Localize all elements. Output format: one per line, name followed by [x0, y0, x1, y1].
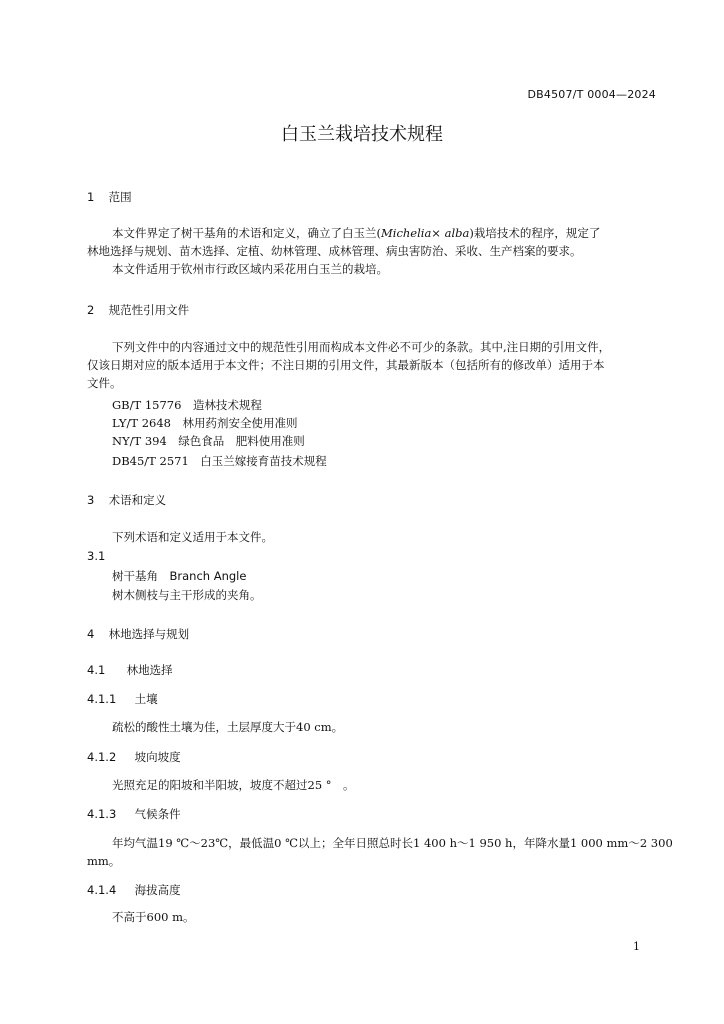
species-name: Michelia× alba [380, 226, 470, 240]
section-title: 范围 [108, 190, 132, 204]
term-entry: 树干基角 Branch Angle [112, 569, 247, 583]
reference-item: LY/T 2648 林用药剂安全使用准则 [112, 416, 298, 430]
text-run: )栽培技术的程序，规定了 [469, 226, 601, 240]
section-number: 4.1.4 [87, 883, 117, 897]
section-number: 4.1.2 [87, 750, 117, 764]
section-number: 4.1 [87, 663, 106, 677]
section-4-1-1-paragraph: 疏松的酸性土壤为佳，土层厚度大于40 cm。 [112, 720, 344, 734]
section-1-paragraph-1-line-1 [112, 224, 600, 242]
section-1-heading [87, 189, 132, 205]
section-4-1-1-heading [87, 691, 158, 707]
reference-item: GB/T 15776 造林技术规程 [112, 398, 262, 412]
section-title: 土壤 [134, 692, 158, 706]
section-4-1-4-heading [87, 882, 181, 898]
section-2-paragraph-line-1: 下列文件中的内容通过文中的规范性引用而构成本文件必不可少的条款。其中,注日期的引用文件， [112, 340, 611, 354]
section-2-paragraph-line-2: 仅该日期对应的版本适用于本文件；不注日期的引用文件，其最新版本（包括所有的修改单）适用于本 [87, 358, 605, 372]
document-code: DB4507/T 0004—2024 [527, 88, 656, 101]
section-title: 气候条件 [134, 807, 181, 821]
section-number: 4 [87, 627, 95, 641]
section-title: 海拔高度 [134, 883, 181, 897]
section-3-heading [87, 492, 166, 508]
section-4-heading [87, 626, 189, 642]
section-number: 2 [87, 303, 95, 317]
section-number: 1 [87, 190, 95, 204]
section-4-1-3-paragraph-line-1: 年均气温19 ℃～23℃，最低温0 ℃以上；全年日照总时长1 400 h～1 950 h，年降水量1 000 mm～2 300 [112, 836, 673, 850]
section-title: 林地选择 [126, 663, 173, 677]
section-1-paragraph-2: 本文件适用于钦州市行政区域内采花用白玉兰的栽培。 [112, 262, 388, 276]
section-1-paragraph-1-line-2: 林地选择与规划、苗木选择、定植、幼林管理、成林管理、病虫害防治、采收、生产档案的要求。 [87, 244, 582, 258]
section-title: 林地选择与规划 [108, 627, 190, 641]
section-number: 3 [87, 493, 95, 507]
section-number: 4.1.1 [87, 692, 117, 706]
section-title: 坡向坡度 [134, 750, 181, 764]
section-4-1-3-heading [87, 806, 181, 822]
section-2-heading [87, 302, 189, 318]
term-number: 3.1 [87, 549, 106, 563]
section-4-1-heading [87, 662, 173, 678]
section-title: 术语和定义 [108, 493, 167, 507]
section-4-1-4-paragraph: 不高于600 m。 [112, 910, 195, 924]
term-definition: 树木侧枝与主干形成的夹角。 [112, 588, 262, 602]
section-number: 4.1.3 [87, 807, 117, 821]
page-number: 1 [633, 940, 640, 953]
section-3-paragraph: 下列术语和定义适用于本文件。 [112, 530, 273, 544]
reference-item: NY/T 394 绿色食品 肥料使用准则 [112, 434, 305, 448]
section-title: 规范性引用文件 [108, 303, 190, 317]
reference-item: DB45/T 2571 白玉兰嫁接育苗技术规程 [112, 454, 327, 468]
document-title: 白玉兰栽培技术规程 [281, 124, 443, 145]
text-run: 本文件界定了树干基角的术语和定义，确立了白玉兰( [112, 226, 381, 240]
section-4-1-3-paragraph-line-2: mm。 [87, 854, 121, 868]
section-2-paragraph-line-3: 文件。 [87, 376, 122, 390]
section-4-1-2-paragraph: 光照充足的阳坡和半阳坡，坡度不超过25 ° 。 [112, 778, 355, 792]
section-4-1-2-heading [87, 749, 181, 765]
